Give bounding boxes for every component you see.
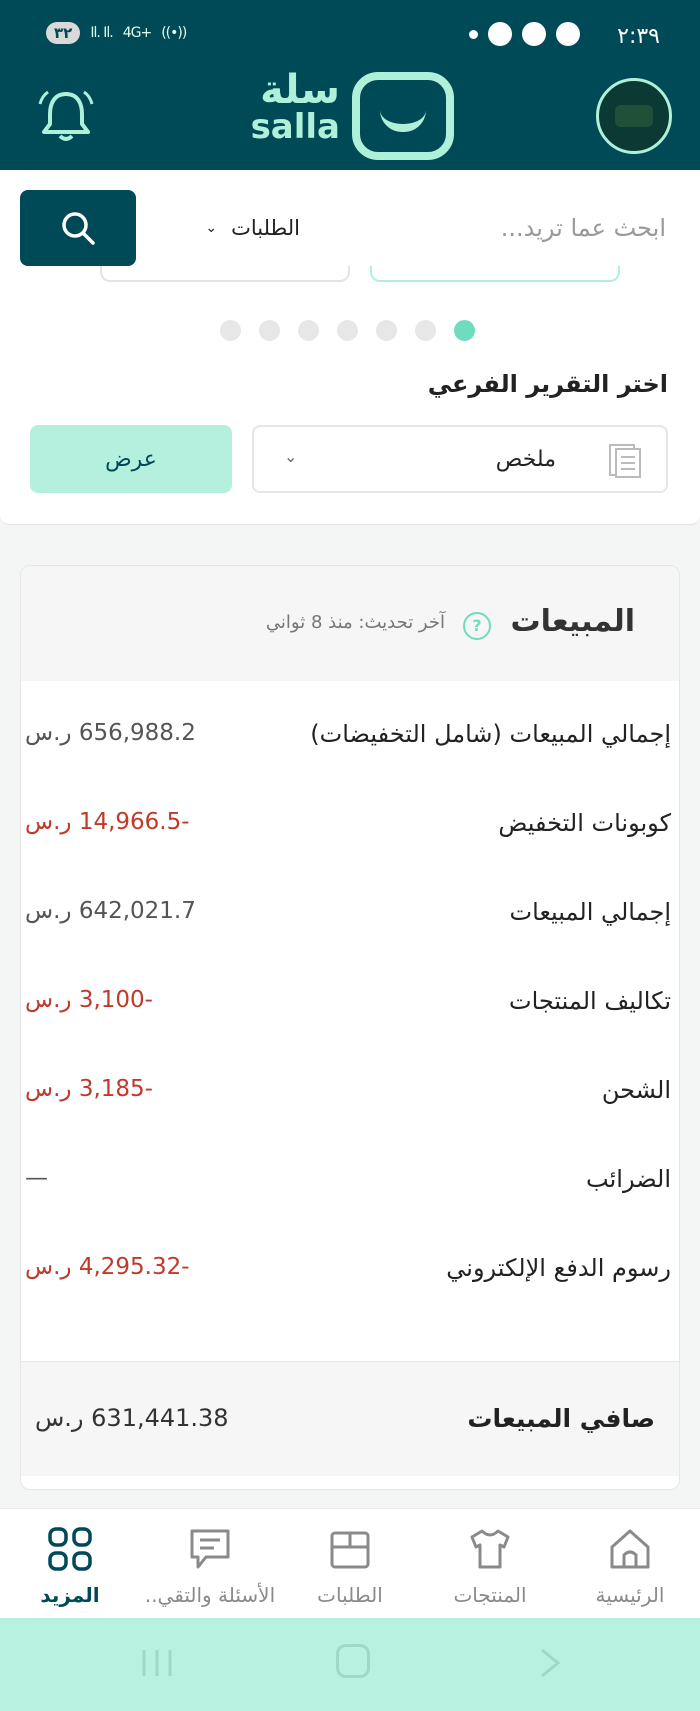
row-value: 642,021.7 ر.س [25, 898, 196, 924]
carousel-dot[interactable] [415, 320, 436, 341]
status-time: ٢:٣٩ [617, 24, 660, 49]
home-icon [606, 1525, 654, 1573]
row-label: الضرائب [586, 1165, 671, 1193]
carousel-dots [220, 320, 475, 341]
row-value: -14,966.5 ر.س [25, 809, 190, 835]
store-avatar[interactable] [596, 78, 672, 154]
box-icon [326, 1525, 374, 1573]
sales-row [21, 1151, 680, 1211]
row-value: -3,185 ر.س [25, 1076, 153, 1102]
battery-indicator: ٣٢ [46, 22, 80, 44]
nav-more[interactable] [0, 1509, 140, 1619]
recent-apps-icon[interactable] [140, 1648, 174, 1678]
nav-questions[interactable] [140, 1509, 280, 1619]
nav-label: الأسئلة والتقي.. [144, 1583, 276, 1607]
chat-icon [186, 1525, 234, 1573]
carousel-dot[interactable] [259, 320, 280, 341]
system-nav-bar [0, 1618, 700, 1711]
nav-label: المزيد [40, 1583, 100, 1607]
shirt-icon [466, 1525, 514, 1573]
carousel-dot[interactable] [337, 320, 358, 341]
app-header [0, 0, 700, 170]
help-icon[interactable]: ? [463, 612, 491, 640]
logo-wordmark [240, 67, 340, 147]
row-label: إجمالي المبيعات [509, 898, 671, 926]
carousel-dot[interactable] [298, 320, 319, 341]
nav-products[interactable] [420, 1509, 560, 1619]
nav-home[interactable] [560, 1509, 700, 1619]
net-sales-label: صافي المبيعات [467, 1404, 655, 1433]
row-label: كوبونات التخفيض [498, 809, 671, 837]
search-button[interactable] [20, 190, 136, 266]
notifications-bell-icon[interactable] [36, 86, 96, 146]
row-label: الشحن [601, 1076, 671, 1104]
document-icon [608, 443, 642, 479]
salla-logo [240, 67, 460, 160]
logo-text-en: salla [250, 107, 340, 147]
row-label: رسوم الدفع الإلكتروني [446, 1254, 671, 1282]
search-icon [58, 208, 98, 248]
subreport-value: ملخص [495, 447, 556, 472]
logo-bag-icon [352, 72, 454, 160]
carousel-dot-active[interactable] [454, 320, 475, 341]
app-icon [556, 22, 580, 46]
sales-row [21, 1062, 680, 1122]
row-label: إجمالي المبيعات (شامل التخفيضات) [310, 720, 671, 748]
last-updated: آخر تحديث: منذ 8 ثواني [265, 612, 445, 633]
view-report-button[interactable]: عرض [30, 425, 232, 493]
notification-dot-icon [469, 30, 478, 39]
search-scope-select[interactable] [170, 212, 300, 244]
row-value: -4,295.32 ر.س [25, 1254, 190, 1280]
row-value: 656,988.2 ر.س [25, 720, 196, 746]
search-bar [20, 190, 680, 266]
signal-icon: Il. Il. [90, 25, 113, 41]
grid-icon [46, 1525, 94, 1573]
home-button-icon[interactable] [336, 1644, 370, 1678]
carousel-dot[interactable] [376, 320, 397, 341]
chevron-down-icon: ⌄ [284, 447, 298, 466]
status-right [469, 22, 580, 46]
sales-row [21, 795, 680, 855]
whatsapp-icon [522, 22, 546, 46]
sales-summary-card [20, 565, 680, 1490]
search-scope-label: الطلبات [231, 216, 300, 240]
row-value: -3,100 ر.س [25, 987, 153, 1013]
network-indicator: 4G+ [122, 25, 152, 41]
sales-row [21, 973, 680, 1033]
sales-row [21, 884, 680, 944]
row-value: — [25, 1165, 48, 1191]
logo-text-ar: سلة [260, 67, 340, 113]
nav-label: الطلبات [317, 1583, 383, 1607]
hotspot-icon: ((•)) [161, 25, 187, 41]
back-icon[interactable] [536, 1648, 564, 1678]
status-bar [0, 18, 700, 58]
status-left [46, 22, 186, 44]
subreport-title: اختر التقرير الفرعي [427, 370, 668, 398]
nav-label: الرئيسية [595, 1583, 665, 1607]
nav-orders[interactable] [280, 1509, 420, 1619]
nav-label: المنتجات [453, 1583, 527, 1607]
sales-title: المبيعات [510, 604, 635, 639]
net-sales-row [21, 1361, 680, 1476]
sales-row [21, 706, 680, 766]
net-sales-value: 631,441.38 ر.س [35, 1404, 229, 1432]
chevron-down-icon: ⌄ [205, 220, 218, 236]
search-input[interactable] [306, 204, 666, 252]
bottom-nav [0, 1508, 700, 1618]
sales-header [21, 566, 680, 681]
sales-row [21, 1240, 680, 1300]
snapchat-icon [488, 22, 512, 46]
subreport-select[interactable] [252, 425, 668, 493]
carousel-dot[interactable] [220, 320, 241, 341]
row-label: تكاليف المنتجات [508, 987, 671, 1015]
